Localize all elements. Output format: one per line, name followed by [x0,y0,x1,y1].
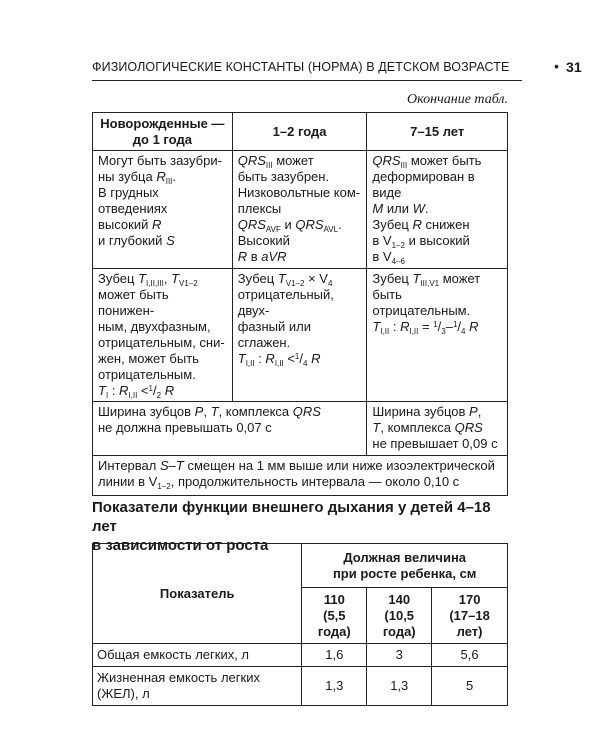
header-bullet: • [554,58,560,74]
ecg-norms-table [92,112,508,496]
respiratory-function-table [92,543,508,706]
ecg-row-wave-width [93,402,508,456]
header-expected-value: Должная величина при росте ребенка, см [302,544,508,588]
value-170: 5,6 [432,644,508,667]
cell-7-15-t-wave: Зубец $T_{III,V1}$ может быть отрицательным. $T_{I,II}$ : $R_{I,II} = ^1/_3-^1/_4$ R [367,269,508,402]
header-1-2-years: 1–2 года [232,113,367,151]
header-height-110: 110 (5,5 года) [302,588,367,644]
ecg-table-header-row [93,113,508,151]
cell-st-interval: Интервал S–T смещен на 1 мм выше или ниже изоэлектрической линии в $V_{1-2}$, продолжительность интервала — около 0,10 с [93,456,508,496]
header-height-140: 140 (10,5 года) [367,588,432,644]
ecg-row-st-interval [93,456,508,496]
cell-newborn-t-wave: Зубец $T_{I,II,III}$, $T_{V1-2}$ может быть понижен- ным, двухфазным, отрицательным, сни- жен, может быть отрицательным. $T_I$ : $R_{I,II} <^1/_2$ R [93,269,233,402]
value-110: 1,6 [302,644,367,667]
running-header-title: ФИЗИОЛОГИЧЕСКИЕ КОНСТАНТЫ (НОРМА) В ДЕТСКОМ ВОЗРАСТЕ [92,60,510,74]
resp-header-row-1 [93,544,508,588]
ecg-row-qrs [93,151,508,269]
table-row [93,667,508,706]
header-indicator: Показатель [93,544,302,644]
value-140: 3 [367,644,432,667]
cell-1-2-qrs: $QRS_{III}$ может быть зазубрен. Низковольтные ком- плексы $QRS_{AVF}$ и $QRS_{AVL}$. Высокий R в aVR [232,151,367,269]
value-170: 5 [432,667,508,706]
ecg-row-t-wave [93,269,508,402]
table-row [93,644,508,667]
row-label-vital-capacity: Жизненная емкость легких (ЖЕЛ), л [93,667,302,706]
header-newborn: Новорожденные — до 1 года [93,113,233,151]
page-number: 31 [566,59,582,75]
cell-newborn-qrs: Могут быть зазубри- ны зубца $R_{III}$. В грудных отведениях высокий R и глубокий S [93,151,233,269]
row-label-total-capacity: Общая емкость легких, л [93,644,302,667]
running-header [92,58,582,81]
header-7-15-years: 7–15 лет [367,113,508,151]
cell-wave-width-under-2: Ширина зубцов P, T, комплекса QRS не должна превышать 0,07 с [93,402,367,456]
cell-1-2-t-wave: Зубец $T_{V1-2} \times V_4$ отрицательный, двух- фазный или сглажен. $T_{I,II}$ : $R_{I,II} <^1/_4$ R [232,269,367,402]
value-110: 1,3 [302,667,367,706]
cell-7-15-qrs: $QRS_{III}$ может быть деформирован в виде M или W. Зубец R снижен в $V_{1-2}$ и высокий в $V_{4-6}$ [367,151,508,269]
value-140: 1,3 [367,667,432,706]
section-title: Показатели функции внешнего дыхания у детей 4–18 лет в зависимости от роста [92,499,491,554]
cell-wave-width-7-15: Ширина зубцов P, T, комплекса QRS не превышает 0,09 с [367,402,508,456]
table-continuation-label: Окончание табл. [407,92,508,107]
header-height-170: 170 (17–18 лет) [432,588,508,644]
